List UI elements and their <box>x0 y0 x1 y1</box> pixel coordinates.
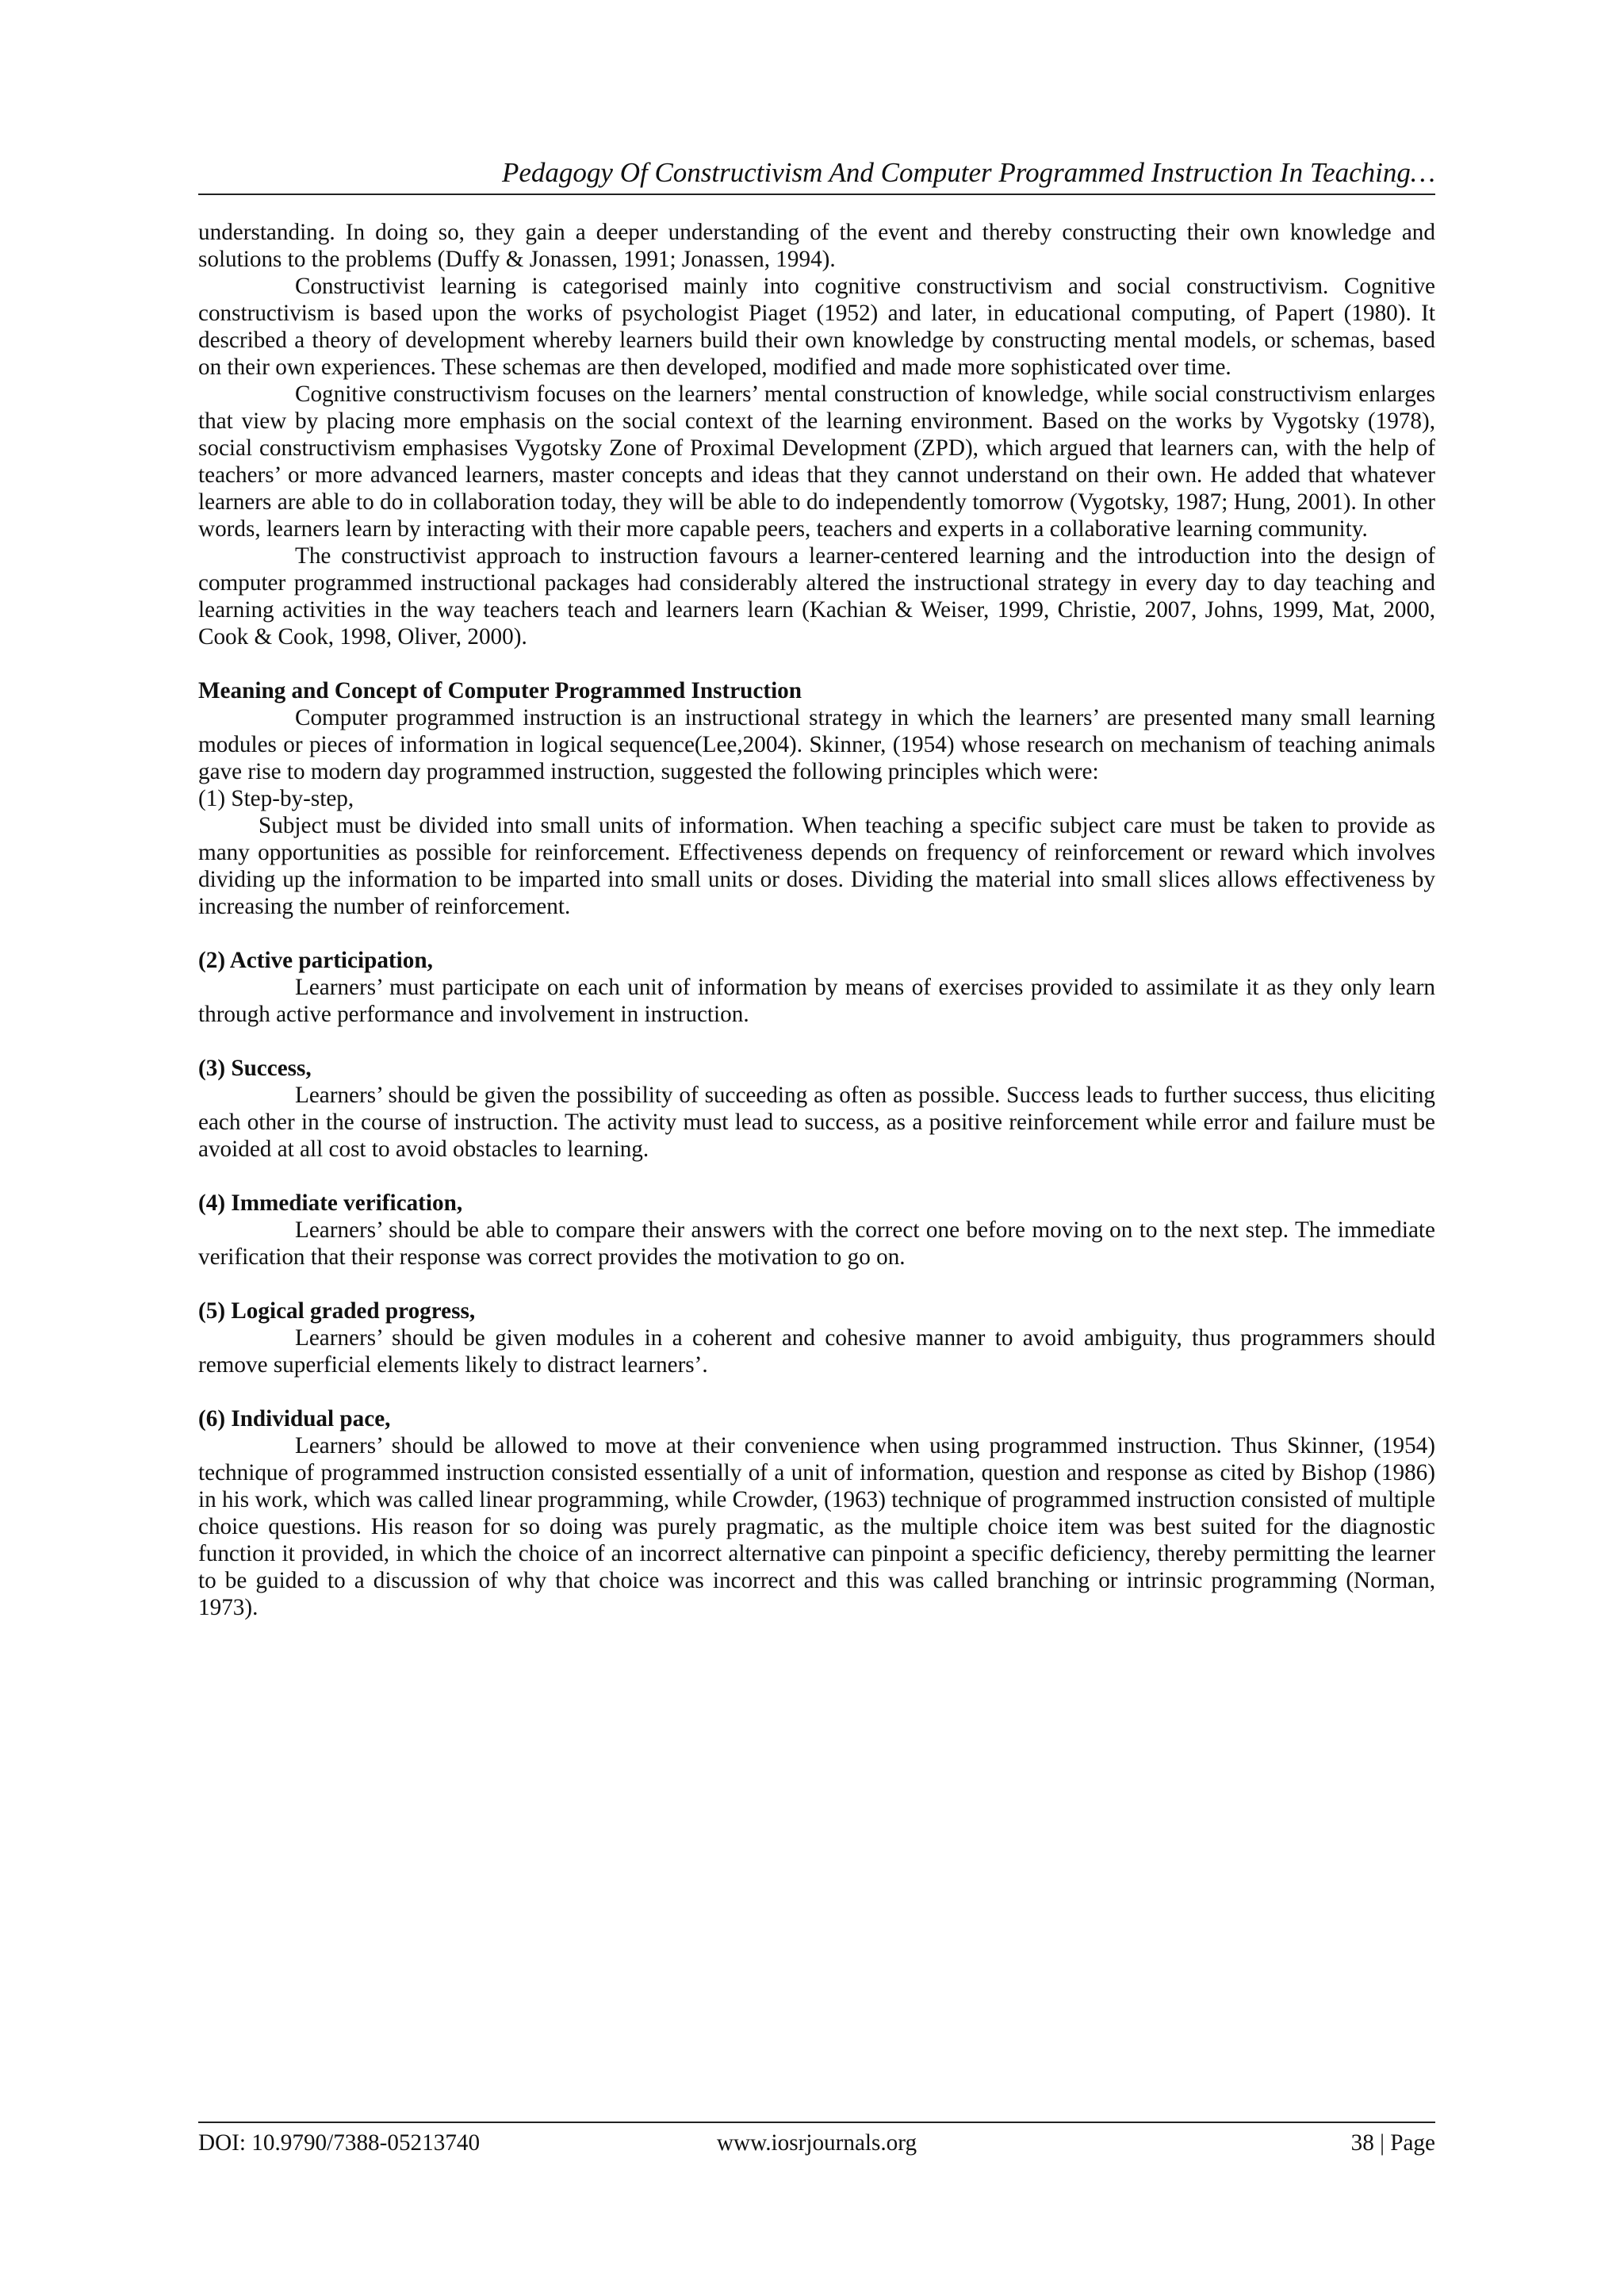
footer-rule <box>198 2122 1435 2123</box>
header-rule <box>198 194 1435 195</box>
footer-doi: DOI: 10.9790/7388-05213740 <box>198 2130 481 2156</box>
principle-5-text: Learners’ should be given modules in a coherent and cohesive manner to avoid ambiguity, thus programmers should remove superficial elements likely to distract learners’. <box>198 1325 1435 1378</box>
principle-3-label: (3) Success, <box>198 1056 312 1081</box>
footer-website: www.iosrjournals.org <box>716 2130 917 2156</box>
section-heading: Meaning and Concept of Computer Programmed Instruction <box>198 678 802 703</box>
principle-1-text: Subject must be divided into small units of information. When teaching a specific subject care must be taken to provide as many opportunities as possible for reinforcement. Effectiveness depends on frequency of reinforcement or reward which involves dividing up the information to be imparted into small units or doses. Dividing the material into small slices allows effectiveness by increasing the number of reinforcement. <box>198 813 1435 919</box>
footer-page-number: 38 | Page <box>1350 2130 1435 2156</box>
paragraph-constructivist-learning: Constructivist learning is categorised mainly into cognitive constructivism and social constructivism. Cognitive constructivism is based upon the works of psychologist Piaget (1952) and later, in educational computing, of Papert (1980). It described a theory of development whereby learners build their own knowledge by constructing mental models, or schemas, based on their own experiences. These schemas are then developed, modified and made more sophisticated over time. <box>198 274 1435 380</box>
paragraph-cognitive-constructivism: Cognitive constructivism focuses on the learners’ mental construction of knowledge, while social constructivism enlarges that view by placing more emphasis on the social context of the learning environment. Based on the works by Vygotsky (1978), social constructivism emphasises Vygotsky Zone of Proximal Development (ZPD), which argued that learners can, with the help of teachers’ or more advanced learners, master concepts and ideas that they cannot understand on their own. He added that whatever learners are able to do in collaboration today, they will be able to do independently tomorrow (Vygotsky, 1987; Hung, 2001). In other words, learners learn by interacting with their more capable peers, teachers and experts in a collaborative learning community. <box>198 381 1435 542</box>
principle-2-text: Learners’ must participate on each unit of information by means of exercises provided to assimilate it as they only learn through active performance and involvement in instruction. <box>198 975 1435 1027</box>
principle-1-label: (1) Step-by-step, <box>198 786 354 811</box>
principle-4-text: Learners’ should be able to compare their answers with the correct one before moving on to the next step. The immediate verification that their response was correct provides the motivation to go on. <box>198 1217 1435 1270</box>
principle-5-label: (5) Logical graded progress, <box>198 1298 476 1324</box>
paper-page <box>198 0 1435 2296</box>
article-body <box>198 219 1435 1621</box>
paragraph-computer-programmed-instruction: Computer programmed instruction is an instructional strategy in which the learners’ are presented many small learning modules or pieces of information in logical sequence(Lee,2004). Skinner, (1954) whose research on mechanism of teaching animals gave rise to modern day programmed instruction, suggested the following principles which were: <box>198 705 1435 784</box>
principle-3-text: Learners’ should be given the possibility of succeeding as often as possible. Success leads to further success, thus eliciting each other in the course of instruction. The activity must lead to success, as a positive reinforcement while error and failure must be avoided at all cost to avoid obstacles to learning. <box>198 1083 1435 1162</box>
paragraph-constructivist-approach: The constructivist approach to instruction favours a learner-centered learning and the introduction into the design of computer programmed instructional packages had considerably altered the instructional strategy in every day to day teaching and learning activities in the way teachers teach and learners learn (Kachian & Weiser, 1999, Christie, 2007, Johns, 1999, Mat, 2000, Cook & Cook, 1998, Oliver, 2000). <box>198 543 1435 650</box>
paragraph-continuation: understanding. In doing so, they gain a deeper understanding of the event and thereby constructing their own knowledge and solutions to the problems (Duffy & Jonassen, 1991; Jonassen, 1994). <box>198 220 1435 272</box>
running-header-title: Pedagogy Of Constructivism And Computer Programmed Instruction In Teaching… <box>502 157 1435 188</box>
principle-2-label: (2) Active participation, <box>198 948 433 973</box>
principle-6-text: Learners’ should be allowed to move at their convenience when using programmed instruction. Thus Skinner, (1954) technique of programmed instruction consisted essentially of a unit of information, question and response as cited by Bishop (1986) in his work, which was called linear programming, while Crowder, (1963) technique of programmed instruction consisted of multiple choice questions. His reason for so doing was purely pragmatic, as the multiple choice item was best suited for the diagnostic function it provided, in which the choice of an incorrect alternative can pinpoint a specific deficiency, thereby permitting the learner to be guided to a discussion of why that choice was incorrect and this was called branching or intrinsic programming (Norman, 1973). <box>198 1433 1435 1620</box>
principle-4-label: (4) Immediate verification, <box>198 1190 463 1216</box>
principle-6-label: (6) Individual pace, <box>198 1406 391 1432</box>
